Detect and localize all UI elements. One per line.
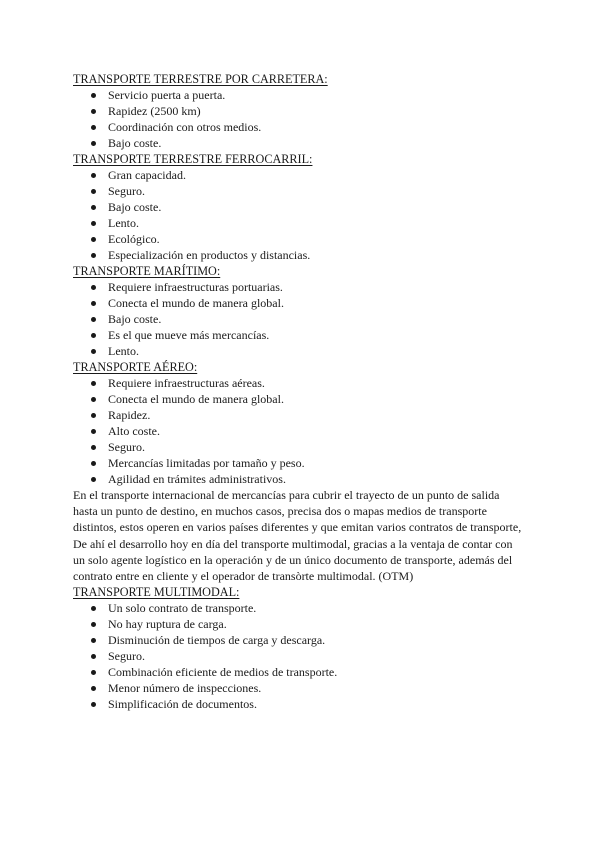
bullet-list xyxy=(73,600,533,712)
bullet-list xyxy=(73,87,533,151)
list-item: Seguro. xyxy=(73,183,533,199)
list-item: Conecta el mundo de manera global. xyxy=(73,295,533,311)
paragraph-line: De ahí el desarrollo hoy en día del transporte multimodal, gracias a la ventaja de contar con xyxy=(73,536,513,551)
list-item: No hay ruptura de carga. xyxy=(73,616,533,632)
multimodal-section xyxy=(73,584,533,712)
section-heading: TRANSPORTE MULTIMODAL: xyxy=(73,585,240,600)
list-item: Seguro. xyxy=(73,648,533,664)
section-heading: TRANSPORTE AÉREO: xyxy=(73,360,198,374)
list-item: Gran capacidad. xyxy=(73,167,533,183)
multimodal-paragraph xyxy=(73,487,533,584)
paragraph-line: contrato entre en cliente y el operador de transòrte multimodal. (OTM) xyxy=(73,569,414,584)
list-item: Rapidez (2500 km) xyxy=(73,103,533,119)
list-item: Disminución de tiempos de carga y descarga. xyxy=(73,632,533,648)
transport-section xyxy=(73,151,533,263)
list-item: Bajo coste. xyxy=(73,135,533,151)
bullet-list xyxy=(73,167,533,263)
list-item: Lento. xyxy=(73,343,533,359)
paragraph-line: En el transporte internacional de mercancías para cubrir el trayecto de un punto de salida xyxy=(73,488,500,502)
list-item: Conecta el mundo de manera global. xyxy=(73,391,533,407)
list-item: Lento. xyxy=(73,215,533,231)
list-item: Mercancías limitadas por tamaño y peso. xyxy=(73,455,533,471)
list-item: Combinación eficiente de medios de transporte. xyxy=(73,664,533,680)
list-item: Alto coste. xyxy=(73,423,533,439)
bullet-list xyxy=(73,279,533,359)
document-body xyxy=(73,71,533,712)
list-item: Es el que mueve más mercancías. xyxy=(73,327,533,343)
transport-section xyxy=(73,359,533,487)
paragraph-line: distintos, estos operen en varios países diferentes y que emitan varios contratos de transporte, xyxy=(73,520,522,535)
list-item: Especialización en productos y distancias. xyxy=(73,247,533,263)
list-item: Requiere infraestructuras aéreas. xyxy=(73,375,533,391)
section-heading: TRANSPORTE MARÍTIMO: xyxy=(73,264,221,278)
section-heading: TRANSPORTE TERRESTRE POR CARRETERA: xyxy=(73,72,328,86)
list-item: Bajo coste. xyxy=(73,199,533,215)
paragraph-line: un solo agente logístico en la operación y de un único documento de transporte, además del xyxy=(73,552,513,567)
bullet-list xyxy=(73,375,533,487)
list-item: Agilidad en trámites administrativos. xyxy=(73,471,533,487)
list-item: Seguro. xyxy=(73,439,533,455)
transport-section xyxy=(73,71,533,151)
paragraph-line: hasta un punto de destino, en muchos casos, precisa dos o mapas medios de transporte xyxy=(73,504,487,519)
list-item: Ecológico. xyxy=(73,231,533,247)
list-item: Simplificación de documentos. xyxy=(73,696,533,712)
list-item: Bajo coste. xyxy=(73,311,533,327)
transport-section xyxy=(73,263,533,359)
list-item: Menor número de inspecciones. xyxy=(73,680,533,696)
transport-sections xyxy=(73,71,533,487)
list-item: Coordinación con otros medios. xyxy=(73,119,533,135)
list-item: Servicio puerta a puerta. xyxy=(73,87,533,103)
section-heading: TRANSPORTE TERRESTRE FERROCARRIL: xyxy=(73,152,313,166)
list-item: Requiere infraestructuras portuarias. xyxy=(73,279,533,295)
list-item: Un solo contrato de transporte. xyxy=(73,600,533,616)
list-item: Rapidez. xyxy=(73,407,533,423)
